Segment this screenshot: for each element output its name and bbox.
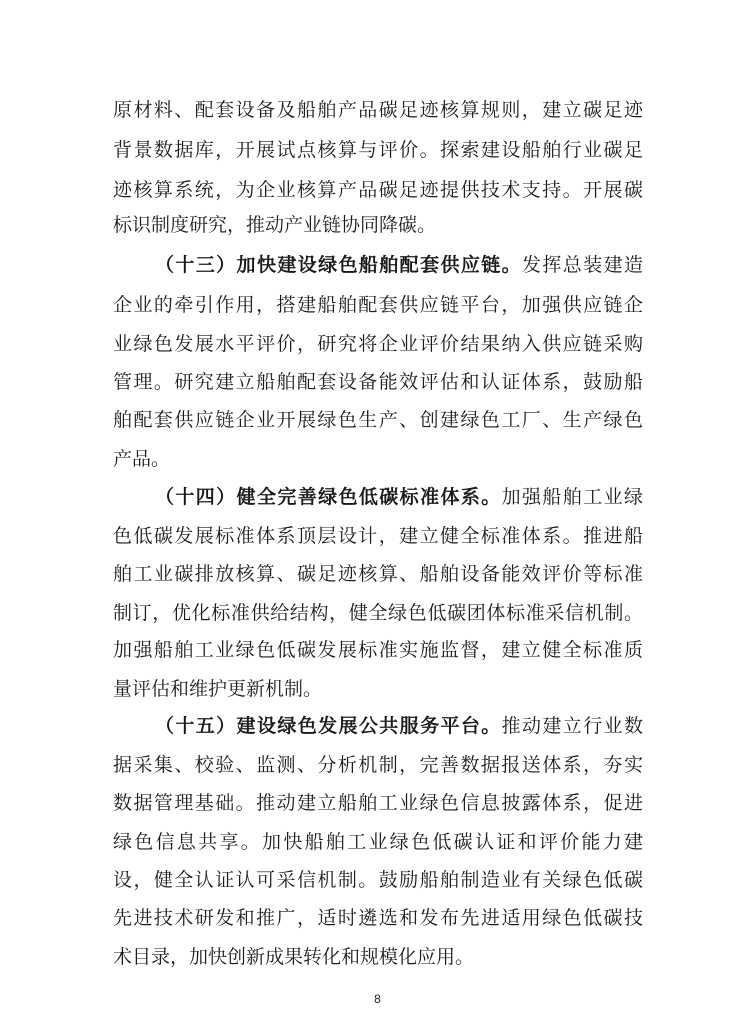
paragraph-line: 加强船舶工业绿色低碳发展标准实施监督，建立健全标准质 [113,639,643,661]
paragraph-line: 据采集、校验、监测、分析机制，完善数据报送体系，夯实 [113,754,643,776]
paragraph-first-line [155,714,643,738]
paragraph-line: 术目录，加快创新成果转化和规模化应用。 [113,946,475,968]
paragraph-line: 设，健全认证认可采信机制。鼓励船舶制造业有关绿色低碳 [113,869,643,891]
paragraph-line: 舶配套供应链企业开展绿色生产、创建绿色工厂、生产绿色 [113,409,643,431]
paragraph-line: 原材料、配套设备及船舶产品碳足迹核算规则，建立碳足迹 [113,99,643,121]
paragraph-line: 标识制度研究，推动产业链协同降碳。 [113,214,437,236]
paragraph-line: 管理。研究建立船舶配套设备能效评估和认证体系，鼓励船 [113,371,643,393]
paragraph-first-line [155,485,643,509]
paragraph-line: 迹核算系统，为企业核算产品碳足迹提供技术支持。开展碳 [113,179,643,201]
page-number: 8 [374,992,381,1006]
paragraph-line: 业绿色发展水平评价，研究将企业评价结果纳入供应链采购 [113,333,643,355]
paragraph-line: 数据管理基础。推动建立船舶工业绿色信息披露体系，促进 [113,792,643,814]
paragraph-line: 企业的牵引作用，搭建船舶配套供应链平台，加强供应链企 [113,294,643,316]
paragraph-line: 先进技术研发和推广，适时遴选和发布先进适用绿色低碳技 [113,907,643,929]
paragraph-line: 绿色信息共享。加快船舶工业绿色低碳认证和评价能力建 [113,831,643,853]
paragraph-text: 加强船舶工业绿 [501,486,643,508]
paragraph-text: 发挥总装建造 [522,254,643,276]
paragraph-line: 背景数据库，开展试点核算与评价。探索建设船舶行业碳足 [113,139,643,161]
paragraph-line: 产品。 [113,448,171,470]
paragraph-line: 量评估和维护更新机制。 [113,678,323,700]
paragraph-line: 舶工业碳排放核算、碳足迹核算、船舶设备能效评价等标准 [113,563,643,585]
paragraph-line: 制订，优化标准供给结构，健全绿色低碳团体标准采信机制。 [113,602,643,624]
paragraph-line: 色低碳发展标准体系顶层设计，建立健全标准体系。推进船 [113,525,643,547]
paragraph-first-line [155,253,643,277]
paragraph-text: 推动建立行业数 [501,715,643,737]
section-heading: （十三）加快建设绿色船舶配套供应链。 [155,254,523,276]
section-heading: （十五）建设绿色发展公共服务平台。 [155,715,502,737]
section-heading: （十四）健全完善绿色低碳标准体系。 [155,486,502,508]
